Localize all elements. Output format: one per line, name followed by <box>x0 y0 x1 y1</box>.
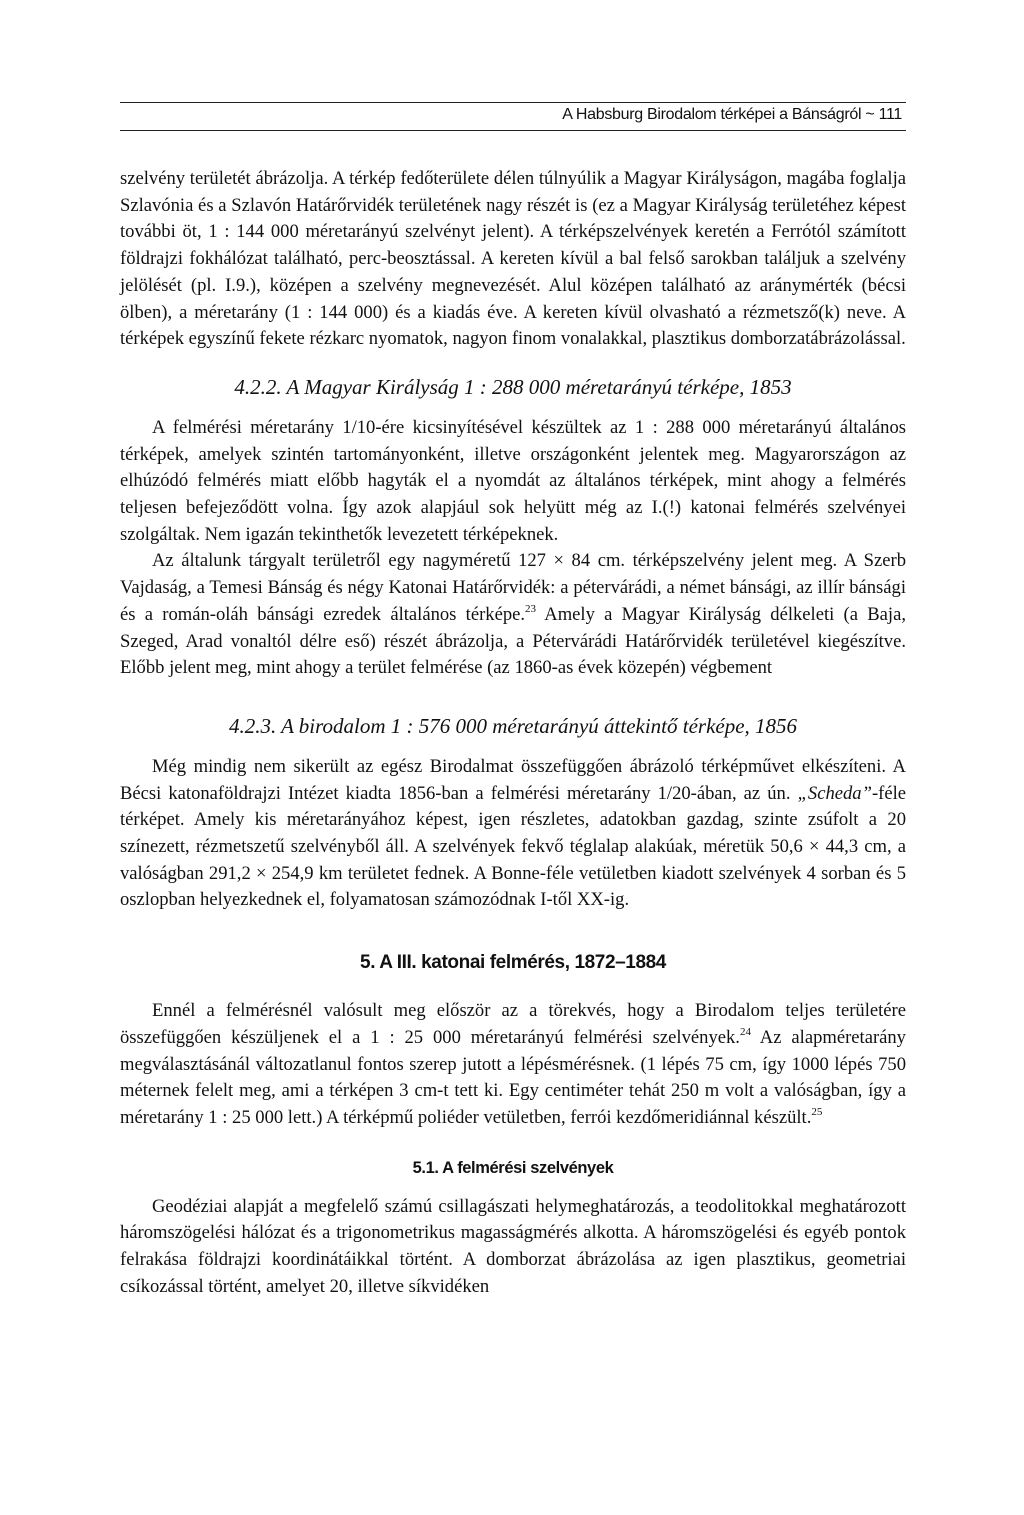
paragraph-banat-map <box>120 548 906 682</box>
paragraph-overview-map <box>120 754 906 914</box>
scheda-term: „Scheda” <box>797 782 872 804</box>
page-body <box>120 166 906 1301</box>
heading-4-2-3: 4.2.3. A birodalom 1 : 576 000 méretarányú áttekintő térképe, 1856 <box>228 713 798 738</box>
paragraph-third-survey <box>120 998 906 1132</box>
paragraph-geodesy: Geodéziai alapját a megfelelő számú csillagászati helymeghatározás, a teodolitokkal meghatározott háromszögelési hálózat és a trigonometrikus magasságmérés alkotta. A háromszögelési és egyéb pontok felrakása földrajzi koordinátáikkal történt. A domborzat ábrázolása az igen plasztikus, geometriai csíkozással történt, amelyet 20, illetve síkvidéken <box>120 1195 906 1297</box>
running-header: A Habsburg Birodalom térképei a Bánságról ~ 111 <box>562 106 902 123</box>
paragraph-banat-map-text-b: Amely a Magyar Királyság délkeleti (a Baja, Szeged, Arad vonaltól délre eső) részét ábrázolja, a Pétervárádi Határőrvidék területével kiegészítve. Előbb jelent meg, mint ahogy a terület felmérése (az 1860-as évek közepén) végbement <box>120 603 906 679</box>
paragraph-banat-map-text-a: Az általunk tárgyalt területről egy nagyméretű 127 × 84 cm. térképszelvény jelent meg. A Szerb Vajdaság, a Temesi Bánság és négy Katonai Határőrvidék: a pétervárádi, a német bánsági, az illír bánsági és a román-oláh bánsági ezredek általános térképe. <box>120 550 906 625</box>
paragraph-continuation: szelvény területét ábrázolja. A térkép fedőterülete délen túlnyúlik a Magyar Királyságon, magába foglalja Szlavónia és a Szlavón Határőrvidék területének nagy részét is (ez a Magyar Királyság területéhez képest további öt, 1 : 144 000 méretarányú szelvényt jelent). A térképszelvények keretén a Ferrótól számított földrajzi fokhálózat található, perc-beosztással. A kereten kívül a bal felső sarokban találjuk a szelvény jelölését (pl. I.9.), középen a szelvény megnevezését. Alul középen található az aránymérték (bécsi ölben), a méretarány (1 : 144 000) és a kiadás éve. A kereten kívül olvasható a rézmetsző(k) neve. A térképek egyszínű fekete rézkarc nyomatok, nagyon finom vonalakkal, plasztikus domborzatábrázolással. <box>120 168 906 350</box>
paragraph-third-survey-text-a: Ennél a felmérésnél valósult meg először az a törekvés, hogy a Birodalom teljes területére összefüggően készüljenek el a 1 : 25 000 méretarányú felmérési szelvények. <box>120 1000 906 1048</box>
footnote-ref-24[interactable]: 24 <box>739 1025 751 1038</box>
header-rule-bottom <box>120 130 906 131</box>
heading-4-2-2: 4.2.2. A Magyar Királyság 1 : 288 000 méretarányú térképe, 1853 <box>234 374 792 399</box>
paragraph-third-survey-text-b: Az alapméretarány megválasztásánál változatlanul fontos szerep jutott a lépésmérésnek. (1 lépés 75 cm, így 1000 lépés 750 méternek felelt meg, ami a térképen 3 cm-t tett ki. Egy centiméter tehát 250 m volt a valóságban, így a méretarány 1 : 25 000 lett.) A térképmű poliéder vetületben, ferrói kezdőmeridiánnal készült. <box>120 1026 906 1128</box>
footnote-ref-23[interactable]: 23 <box>525 602 537 615</box>
header-rule-top <box>120 102 906 103</box>
paragraph-overview-text-a: Még mindig nem sikerült az egész Birodalmat összefüggően ábrázoló térképművet elkészíteni. A Bécsi katonaföldrajzi Intézet kiadta 1856-ban a felmérési méretarány 1/20-ában, az ún. <box>120 755 906 804</box>
heading-5-1: 5.1. A felmérési szelvények <box>412 1158 614 1177</box>
paragraph-general-maps: A felmérési méretarány 1/10-ére kicsinyítésével készültek az 1 : 288 000 méretarányú általános térképek, amelyek szintén tartományonként, illetve országonként jelentek meg. Magyarországon az elhúzódó felmérés miatt előbb hagyták el a nyomdát az általános térképek, mint ahogy a felmérés teljesen befejeződött volna. Így azok alapjául sok helyütt még az I.(!) katonai felmérés szelvényei szolgáltak. Nem igazán tekinthetők levezetett térképeknek. <box>120 416 906 545</box>
footnote-ref-25[interactable]: 25 <box>811 1105 823 1118</box>
heading-section-5: 5. A III. katonai felmérés, 1872–1884 <box>360 952 666 974</box>
paragraph-overview-text-b: -féle térképet. Amely kis méretarányához képest, igen részletes, adatokban gazdag, szinte zsúfolt a 20 színezett, rézmetszetű szelvényből áll. A szelvények fekvő téglalap alakúak, méretük 50,6 × 44,3 cm, a valóságban 291,2 × 254,9 km területet fednek. A Bonne-féle vetületben kiadott szelvények 4 sorban és 5 oszlopban helyezkednek el, folyamatosan számozódnak I-től XX-ig. <box>120 782 906 911</box>
